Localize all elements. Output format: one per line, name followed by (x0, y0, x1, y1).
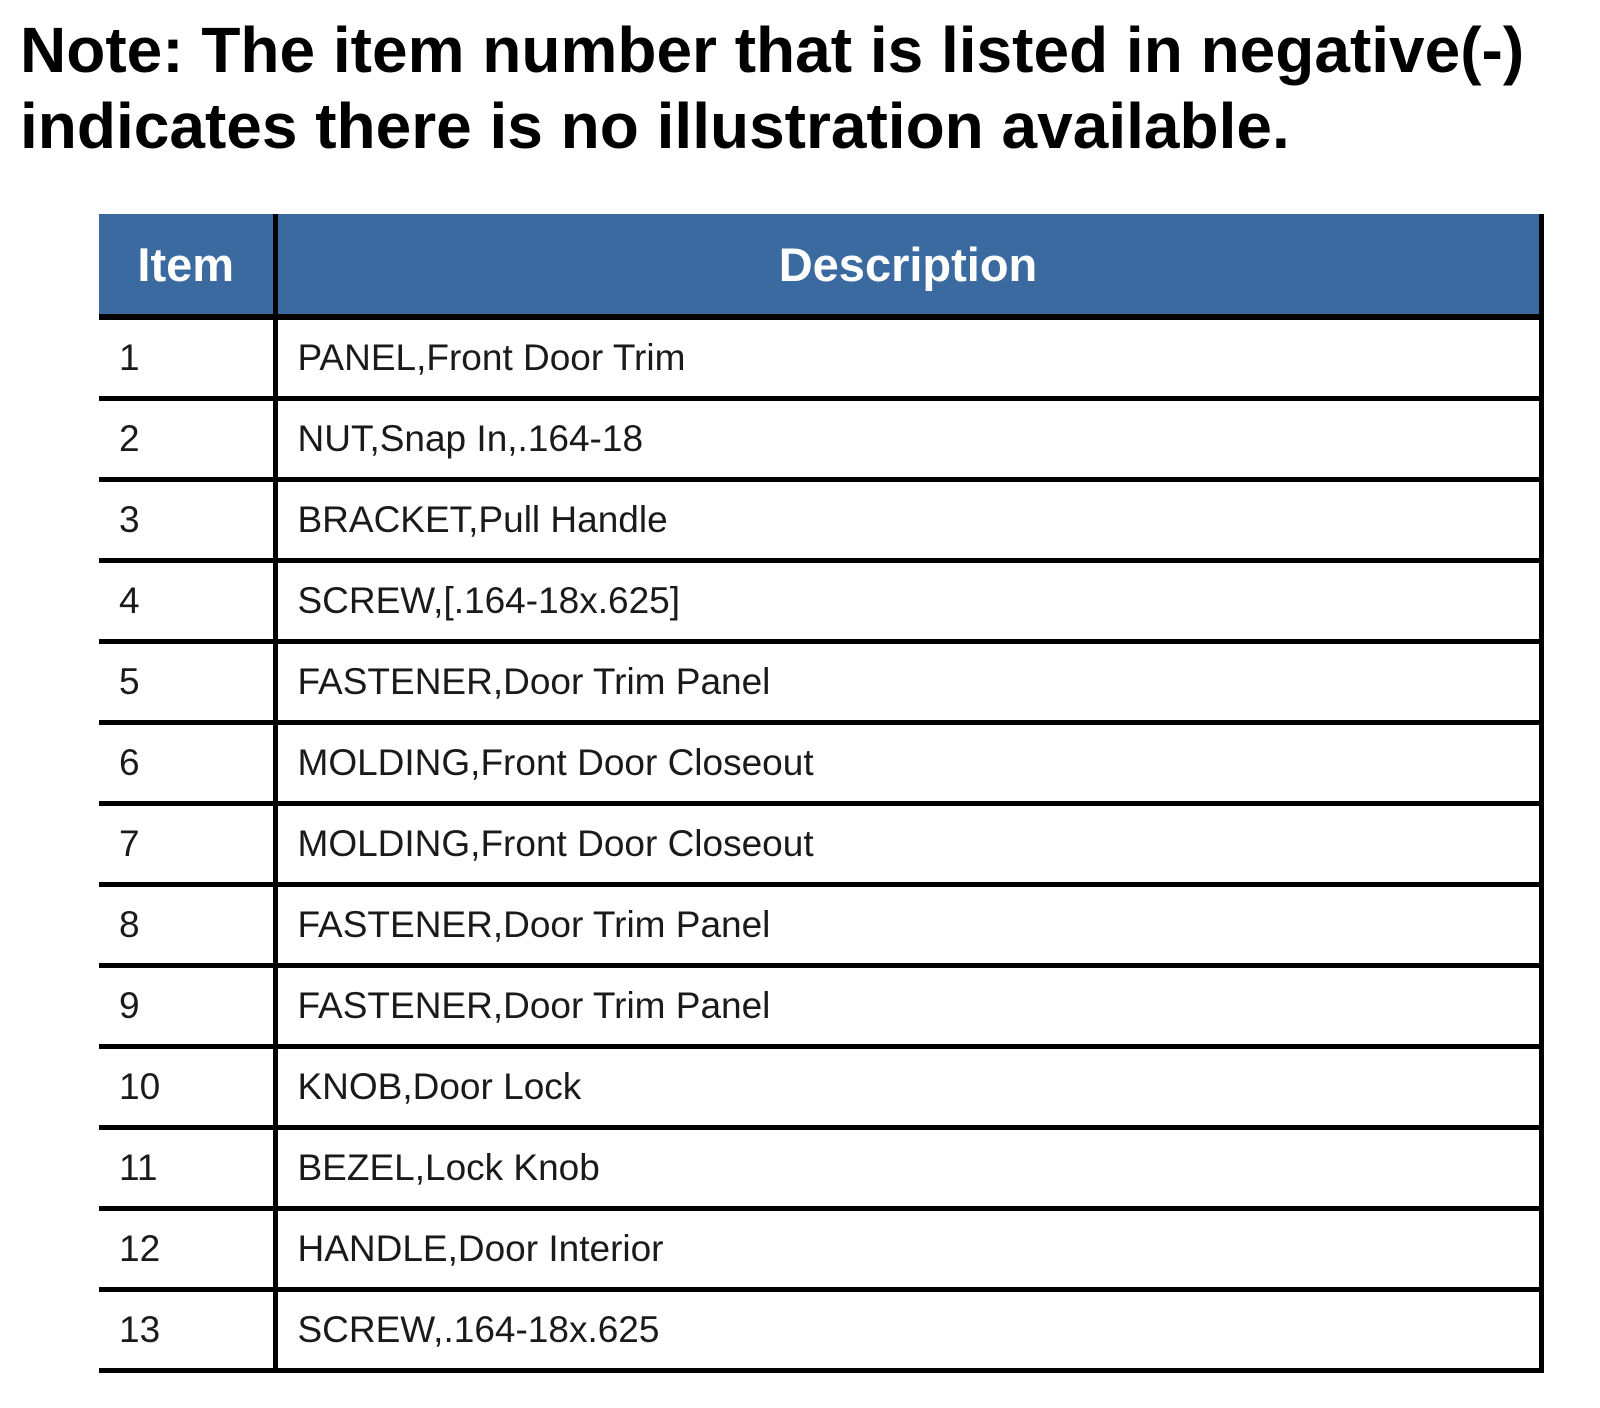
table-row (99, 966, 1541, 1047)
description-cell: MOLDING,Front Door Closeout (275, 723, 1541, 804)
description-cell: BEZEL,Lock Knob (275, 1128, 1541, 1209)
table-row (99, 723, 1541, 804)
description-cell: SCREW,.164-18x.625 (275, 1290, 1541, 1371)
table-row (99, 885, 1541, 966)
note-line-1: Note: The item number that is listed in negative(-) (20, 14, 1525, 86)
item-number-cell: 8 (99, 885, 275, 966)
table-row (99, 480, 1541, 561)
table-row (99, 1209, 1541, 1290)
description-cell: NUT,Snap In,.164-18 (275, 399, 1541, 480)
description-cell: SCREW,[.164-18x.625] (275, 561, 1541, 642)
item-number-cell: 11 (99, 1128, 275, 1209)
item-number-cell: 1 (99, 317, 275, 399)
table-row (99, 1290, 1541, 1371)
item-number-cell: 10 (99, 1047, 275, 1128)
item-number-cell: 4 (99, 561, 275, 642)
table-row (99, 399, 1541, 480)
note-heading (20, 12, 1595, 164)
parts-table (99, 214, 1544, 1373)
description-cell: MOLDING,Front Door Closeout (275, 804, 1541, 885)
parts-table-header (99, 214, 1541, 317)
description-cell: FASTENER,Door Trim Panel (275, 885, 1541, 966)
table-row (99, 804, 1541, 885)
description-cell: PANEL,Front Door Trim (275, 317, 1541, 399)
item-number-cell: 7 (99, 804, 275, 885)
item-number-cell: 5 (99, 642, 275, 723)
item-number-cell: 3 (99, 480, 275, 561)
header-row (99, 214, 1541, 317)
description-cell: KNOB,Door Lock (275, 1047, 1541, 1128)
parts-table-body (99, 317, 1541, 1371)
column-header-item: Item (99, 214, 275, 317)
description-cell: BRACKET,Pull Handle (275, 480, 1541, 561)
description-cell: HANDLE,Door Interior (275, 1209, 1541, 1290)
item-number-cell: 12 (99, 1209, 275, 1290)
table-row (99, 317, 1541, 399)
table-row (99, 561, 1541, 642)
description-cell: FASTENER,Door Trim Panel (275, 642, 1541, 723)
description-cell: FASTENER,Door Trim Panel (275, 966, 1541, 1047)
table-row (99, 1128, 1541, 1209)
item-number-cell: 6 (99, 723, 275, 804)
parts-table-container (99, 214, 1541, 1373)
table-row (99, 642, 1541, 723)
item-number-cell: 13 (99, 1290, 275, 1371)
column-header-description: Description (275, 214, 1541, 317)
table-row (99, 1047, 1541, 1128)
item-number-cell: 9 (99, 966, 275, 1047)
note-line-2: indicates there is no illustration available. (20, 90, 1290, 162)
item-number-cell: 2 (99, 399, 275, 480)
